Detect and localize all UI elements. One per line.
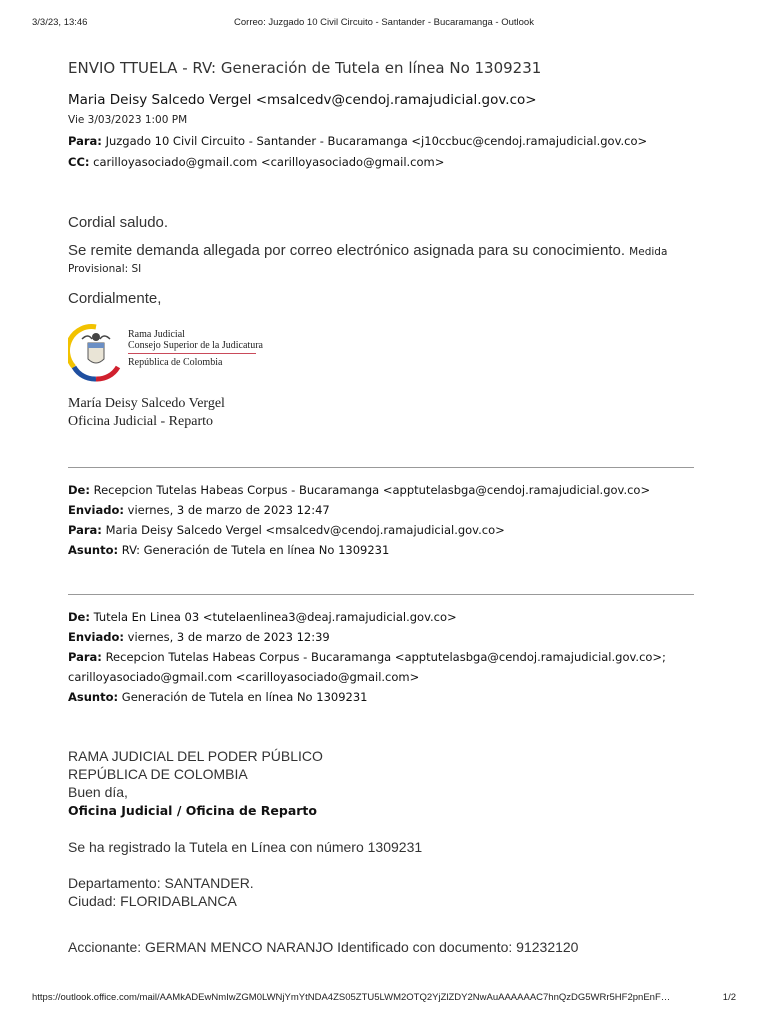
fwd1-sent: Enviado: viernes, 3 de marzo de 2023 12:47	[68, 503, 330, 517]
remit-paragraph	[68, 241, 708, 262]
logo-line-3: República de Colombia	[128, 357, 223, 368]
fwd2-to: Para: Recepcion Tutelas Habeas Corpus - Bucaramanga <apptutelasbga@cendoj.ramajudicial.gov.co>;	[68, 650, 666, 664]
fwd2-to-cont: carilloyasociado@gmail.com <carilloyasociado@gmail.com>	[68, 670, 420, 684]
tutela-line-3: Buen día,	[68, 784, 128, 800]
fwd1-from: De: Recepcion Tutelas Habeas Corpus - Bucaramanga <apptutelasbga@cendoj.ramajudicial.gov.co>	[68, 483, 651, 497]
to-value[interactable]: Juzgado 10 Civil Circuito - Santander - Bucaramanga <j10ccbuc@cendoj.ramajudicial.gov.co>	[105, 134, 648, 148]
print-url: https://outlook.office.com/mail/AAMkADEwNmIwZGM0LWNjYmYtNDA4ZS05ZTU5LWM2OTQ2YjZlZDY2NwAuAAAAAAC7hnQzDG5WRr5HF2pnEnF…	[32, 992, 671, 1003]
signature-office: Oficina Judicial - Reparto	[68, 414, 214, 429]
page-number: 1/2	[722, 992, 736, 1003]
rama-judicial-logo	[68, 323, 708, 389]
fwd2-sent: Enviado: viernes, 3 de marzo de 2023 12:39	[68, 630, 330, 644]
fwd2-subject: Asunto: Generación de Tutela en línea No 1309231	[68, 690, 368, 704]
forward-header-2	[68, 607, 708, 707]
fwd1-to: Para: Maria Deisy Salcedo Vergel <msalcedv@cendoj.ramajudicial.gov.co>	[68, 523, 505, 537]
email-sender[interactable]: Maria Deisy Salcedo Vergel <msalcedv@cendoj.ramajudicial.gov.co>	[68, 92, 537, 108]
tutela-accionante: Accionante: GERMAN MENCO NARANJO Identificado con documento: 91232120	[68, 939, 579, 955]
print-datetime: 3/3/23, 13:46	[32, 17, 88, 28]
provisional-text: Provisional: SI	[68, 263, 142, 275]
tutela-department: Departamento: SANTANDER.	[68, 875, 254, 891]
medida-text: Medida	[629, 246, 668, 258]
tutela-office: Oficina Judicial / Oficina de Reparto	[68, 803, 317, 818]
closing: Cordialmente,	[68, 290, 162, 307]
tutela-line-2: REPÚBLICA DE COLOMBIA	[68, 766, 248, 782]
logo-line-2: Consejo Superior de la Judicatura	[128, 340, 263, 351]
tutela-notice	[68, 747, 708, 956]
logo-line-1: Rama Judicial	[128, 329, 185, 340]
fwd2-from: De: Tutela En Linea 03 <tutelaenlinea3@deaj.ramajudicial.gov.co>	[68, 610, 457, 624]
email-subject: ENVIO TTUELA - RV: Generación de Tutela en línea No 1309231	[68, 59, 542, 77]
remit-text: Se remite demanda allegada por correo electrónico asignada para su conocimiento.	[68, 242, 625, 259]
greeting: Cordial saludo.	[68, 214, 169, 231]
rama-judicial-logo-icon	[68, 323, 124, 385]
email-to	[68, 131, 708, 152]
cc-value[interactable]: carilloyasociado@gmail.com <carilloyasociado@gmail.com>	[93, 155, 445, 169]
print-title: Correo: Juzgado 10 Civil Circuito - Santander - Bucaramanga - Outlook	[234, 17, 534, 28]
divider	[68, 594, 694, 595]
email-content	[68, 58, 708, 956]
tutela-registered: Se ha registrado la Tutela en Línea con número 1309231	[68, 839, 423, 855]
email-cc	[68, 152, 708, 173]
divider	[68, 467, 694, 468]
signature	[68, 395, 708, 431]
email-date: Vie 3/03/2023 1:00 PM	[68, 114, 188, 126]
tutela-line-1: RAMA JUDICIAL DEL PODER PÚBLICO	[68, 748, 323, 764]
logo-text	[128, 329, 263, 368]
forward-header-1	[68, 480, 708, 560]
signature-name: María Deisy Salcedo Vergel	[68, 396, 225, 411]
to-label: Para:	[68, 134, 102, 148]
logo-rule	[128, 353, 256, 354]
cc-label: CC:	[68, 155, 90, 169]
fwd1-subject: Asunto: RV: Generación de Tutela en línea No 1309231	[68, 543, 390, 557]
tutela-city: Ciudad: FLORIDABLANCA	[68, 893, 237, 909]
